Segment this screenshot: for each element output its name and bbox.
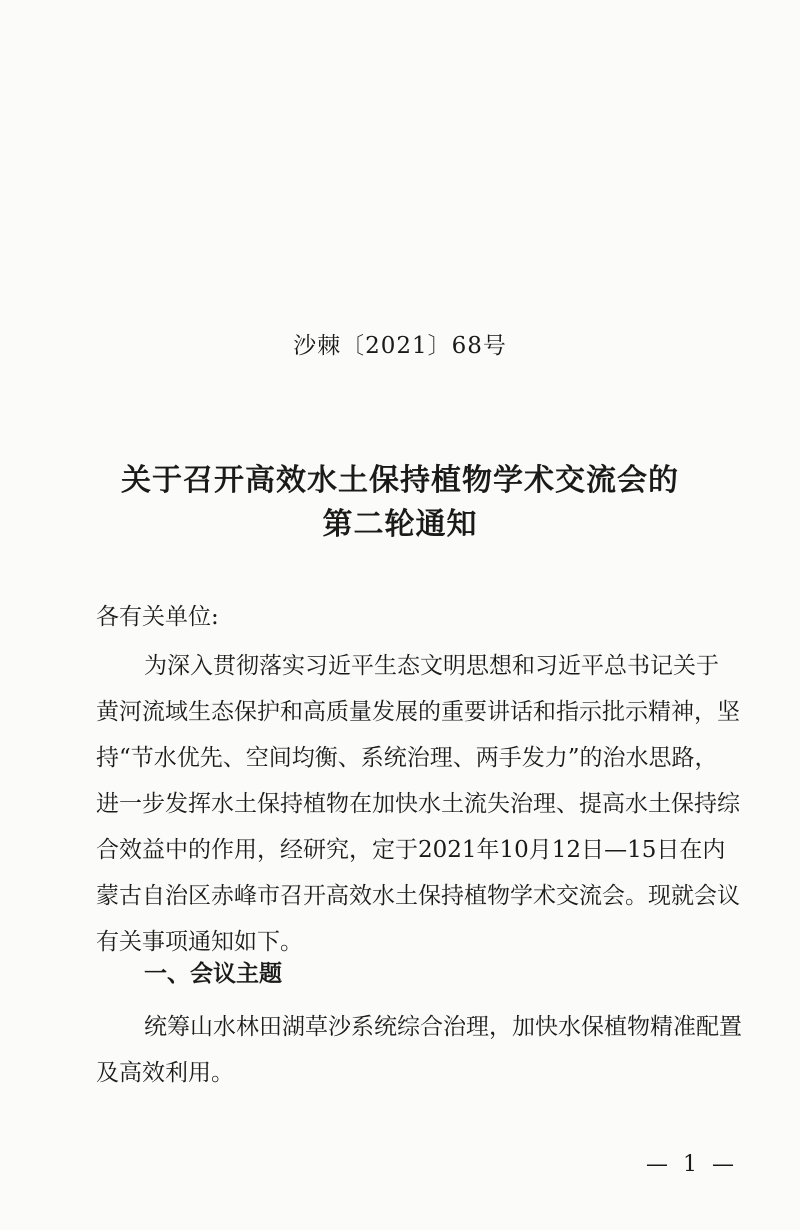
document-title bbox=[0, 459, 800, 547]
body-paragraph-1 bbox=[96, 643, 740, 965]
paragraph-line: 为深入贯彻落实习近平生态文明思想和习近平总书记关于 bbox=[144, 653, 719, 679]
paragraph-line: 有关事项通知如下。 bbox=[96, 929, 303, 955]
paragraph-line: 黄河流域生态保护和高质量发展的重要讲话和指示批示精神，坚 bbox=[96, 699, 740, 725]
paragraph-line: 蒙古自治区赤峰市召开高效水土保持植物学术交流会。现就会议 bbox=[96, 883, 740, 909]
page-number: — 1 — bbox=[646, 1152, 738, 1177]
paragraph-line: 及高效利用。 bbox=[96, 1060, 234, 1086]
body-paragraph-2 bbox=[96, 1004, 742, 1096]
paragraph-line: 持“节水优先、空间均衡、系统治理、两手发力”的治水思路， bbox=[96, 745, 718, 771]
title-line-2: 第二轮通知 bbox=[322, 507, 478, 542]
salutation: 各有关单位: bbox=[96, 604, 219, 630]
paragraph-line: 进一步发挥水土保持植物在加快水土流失治理、提高水土保持综 bbox=[96, 791, 740, 817]
document-number: 沙棘〔2021〕68号 bbox=[293, 333, 507, 359]
title-line-1: 关于召开高效水土保持植物学术交流会的 bbox=[121, 463, 679, 498]
paragraph-line: 统筹山水林田湖草沙系统综合治理，加快水保植物精准配置 bbox=[144, 1014, 742, 1040]
paragraph-line: 合效益中的作用，经研究，定于2021年10月12日—15日在内 bbox=[96, 837, 726, 863]
section-heading-1: 一、会议主题 bbox=[144, 961, 282, 987]
